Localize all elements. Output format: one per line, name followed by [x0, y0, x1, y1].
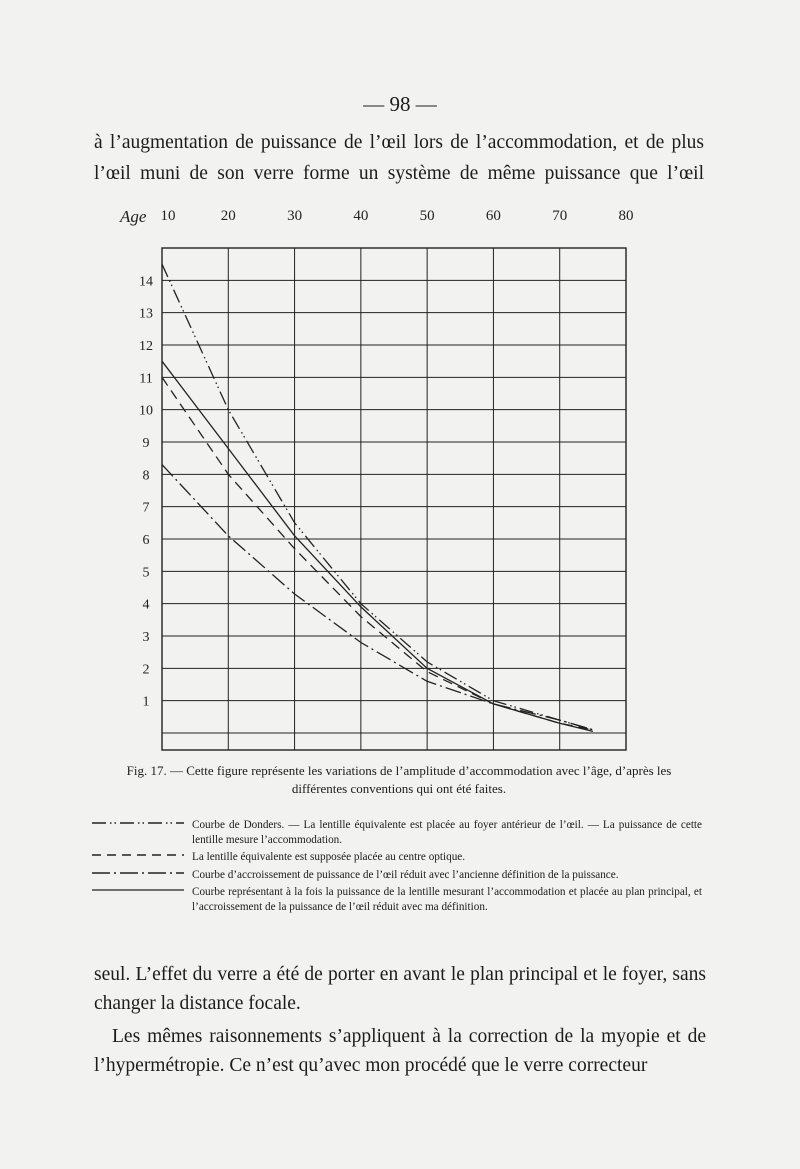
- y-tick-label: 9: [142, 436, 150, 451]
- y-tick-label: 12: [139, 339, 153, 354]
- legend-text: Courbe de Donders. — La lentille équivalente est placée au foyer antérieur de l’œil. — La puissance de cette lentille mesure l’accommodation.: [192, 819, 702, 846]
- x-tick-label: 10: [160, 208, 176, 224]
- x-axis-title: Age: [120, 207, 147, 226]
- y-tick-label: 5: [142, 565, 150, 581]
- x-tick-label: 60: [485, 208, 501, 224]
- x-tick-label: 30: [287, 208, 303, 224]
- x-tick-label: 40: [353, 208, 369, 224]
- legend-entry: [90, 850, 702, 865]
- paragraph-2: Les mêmes raisonnements s’appliquent à la correction de la myopie et de l’hypermétropie. Ce n’est qu’avec mon procédé que le verre correcteur: [94, 1026, 706, 1076]
- y-tick-label: 4: [142, 597, 150, 613]
- series-line-dash-dot-dot: [162, 264, 593, 730]
- x-tick-label: 50: [419, 208, 435, 224]
- x-tick-label: 70: [552, 208, 568, 224]
- legend-text: Courbe d’accroissement de puissance de l’œil réduit avec l’ancienne définition de la puissance.: [192, 868, 619, 881]
- x-tick-label: 80: [618, 208, 634, 224]
- legend-text: La lentille équivalente est supposée placée au centre optique.: [192, 851, 466, 863]
- series-line-solid: [162, 361, 593, 731]
- y-tick-label: 3: [142, 630, 150, 645]
- y-tick-label: 11: [139, 371, 153, 387]
- y-tick-label: 8: [142, 468, 150, 484]
- legend-swatch-dash-dot: [90, 868, 192, 878]
- y-tick-label: 10: [139, 403, 153, 419]
- page-number: — 98 —: [363, 92, 437, 116]
- series-line-dash-dot: [162, 465, 593, 730]
- legend: [90, 818, 702, 917]
- legend-swatch-solid: [90, 885, 192, 895]
- legend-entry: [90, 868, 702, 883]
- text-line: à l’augmentation de puissance de l’œil lors de l’accommodation, et de plus: [94, 132, 704, 153]
- y-tick-label: 14: [139, 274, 153, 290]
- y-tick-label: 1: [142, 694, 150, 710]
- y-tick-label: 7: [142, 500, 150, 516]
- text-line: l’œil muni de son verre forme un système de même puissance que l’œil: [94, 163, 704, 184]
- bottom-paragraph: [94, 960, 706, 1080]
- series-line-dashed: [162, 377, 593, 730]
- figure-caption: Fig. 17. — Cette figure représente les variations de l’amplitude d’accommodation avec l’âge, d’après les différentes conventions qui ont été faites.: [126, 763, 672, 796]
- legend-entry: [90, 818, 702, 847]
- legend-entry: [90, 885, 702, 914]
- legend-swatch-dashed: [90, 850, 192, 860]
- y-tick-label: 13: [139, 306, 153, 322]
- x-tick-label: 20: [220, 208, 236, 224]
- plot-frame: [162, 248, 626, 750]
- legend-text: Courbe représentant à la fois la puissance de la lentille mesurant l’accommodation et placée au plan principal, et l’accroissement de la puissance de l’œil réduit avec ma définition.: [192, 886, 702, 913]
- legend-swatch-dash-dot-dot: [90, 818, 192, 828]
- y-tick-label: 6: [142, 533, 150, 548]
- paragraph-1: seul. L’effet du verre a été de porter en avant le plan principal et le foyer, sans changer la distance focale.: [94, 964, 706, 1014]
- y-tick-label: 2: [142, 662, 150, 678]
